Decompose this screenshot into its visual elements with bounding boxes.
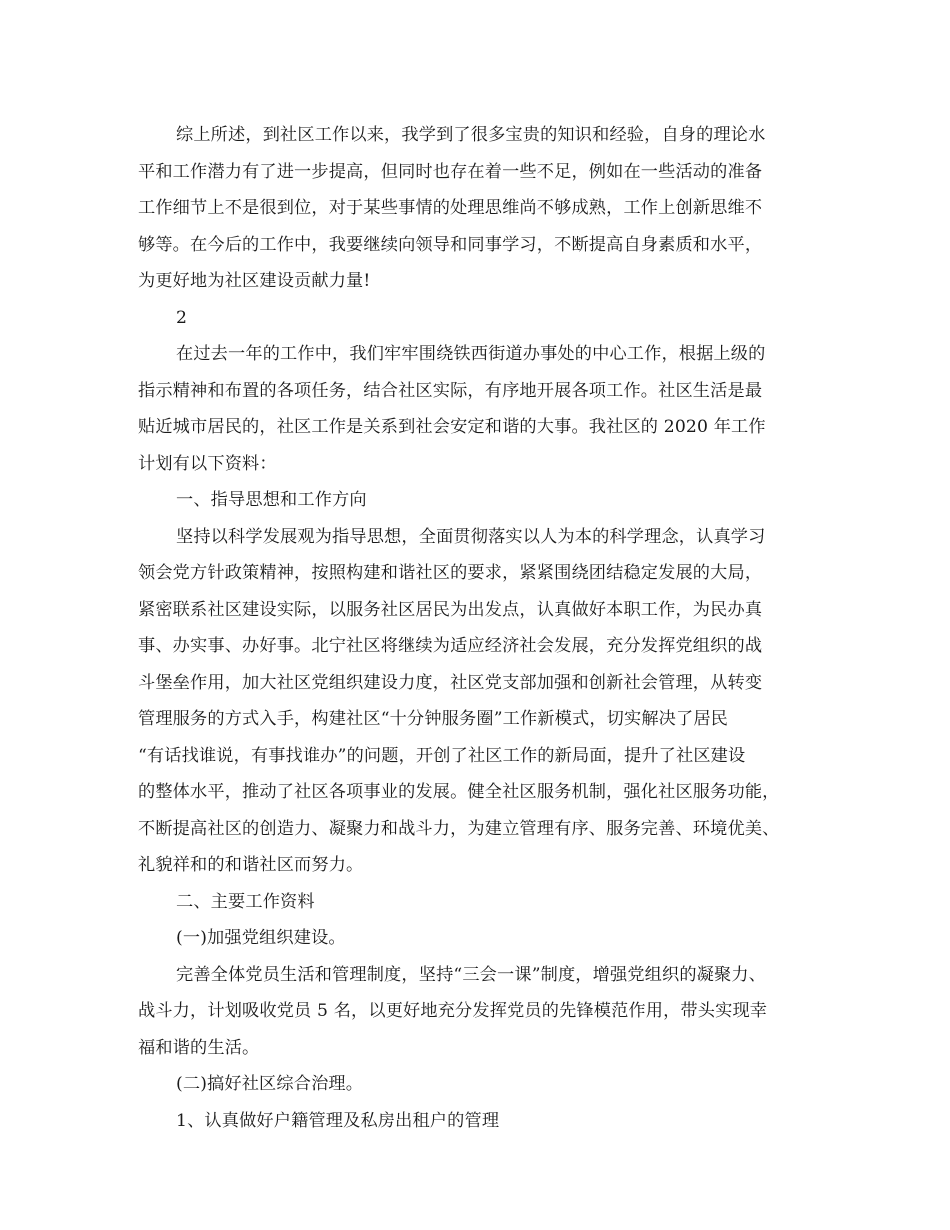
paragraph-line: 战斗力，计划吸收党员 5 名，以更好地充分发挥党员的先锋模范作用，带头实现幸 xyxy=(138,1001,768,1021)
paragraph-line: 为更好地为社区建设贡献力量! xyxy=(138,271,371,291)
paragraph-line: 计划有以下资料： xyxy=(138,453,277,474)
paragraph-line: 管理服务的方式入手，构建社区“十分钟服务圈”工作新模式，切实解决了居民 xyxy=(138,709,729,729)
paragraph-line: 福和谐的生活。 xyxy=(138,1037,260,1058)
paragraph-line: 贴近城市居民的，社区工作是关系到社会安定和谐的大事。我社区的 2020 年工作 xyxy=(138,417,766,437)
paragraph-line: 在过去一年的工作中，我们牢牢围绕铁西街道办事处的中心工作，根据上级的 xyxy=(176,344,766,364)
subsection-heading: (二)搞好社区综合治理。 xyxy=(176,1074,364,1094)
paragraph-line: 的整体水平，推动了社区各项事业的发展。健全社区服务机制，强化社区服务功能， xyxy=(138,782,780,802)
paragraph-line: 够等。在今后的工作中，我要继续向领导和同事学习，不断提高自身素质和水平， xyxy=(138,234,763,255)
paragraph-line: 指示精神和布置的各项任务，结合社区实际，有序地开展各项工作。社区生活是最 xyxy=(138,380,763,401)
paragraph-line: 不断提高社区的创造力、凝聚力和战斗力，为建立管理有序、服务完善、环境优美、 xyxy=(138,818,780,839)
section-heading: 二、主要工作资料 xyxy=(176,891,315,912)
subsection-heading: (一)加强党组织建设。 xyxy=(176,928,346,948)
section-number: 2 xyxy=(176,307,188,328)
paragraph-line: 斗堡垒作用，加大社区党组织建设力度，社区党支部加强和创新社会管理，从转变 xyxy=(138,672,763,693)
paragraph-line: “有话找谁说，有事找谁办”的问题，开创了社区工作的新局面，提升了社区建设 xyxy=(138,745,746,766)
list-item: 1、认真做好户籍管理及私房出租户的管理 xyxy=(176,1110,500,1131)
paragraph-line: 紧密联系社区建设实际，以服务社区居民为出发点，认真做好本职工作，为民办真 xyxy=(138,599,763,620)
paragraph-line: 完善全体党员生活和管理制度，坚持“三会一课”制度，增强党组织的凝聚力、 xyxy=(176,964,767,985)
paragraph-line: 坚持以科学发展观为指导思想，全面贯彻落实以人为本的科学理念，认真学习 xyxy=(176,526,766,547)
section-heading: 一、指导思想和工作方向 xyxy=(176,490,367,510)
document-body xyxy=(138,117,818,1139)
paragraph-line: 领会党方针政策精神，按照构建和谐社区的要求，紧紧围绕团结稳定发展的大局， xyxy=(138,563,763,583)
paragraph-line: 综上所述，到社区工作以来，我学到了很多宝贵的知识和经验，自身的理论水 xyxy=(176,125,766,145)
paragraph-line: 礼貌祥和的和谐社区而努力。 xyxy=(138,855,364,875)
paragraph-line: 事、办实事、办好事。北宁社区将继续为适应经济社会发展，充分发挥党组织的战 xyxy=(138,636,763,656)
paragraph-line: 工作细节上不是很到位，对于某些事情的处理思维尚不够成熟，工作上创新思维不 xyxy=(138,198,763,218)
paragraph-line: 平和工作潜力有了进一步提高，但同时也存在着一些不足，例如在一些活动的准备 xyxy=(138,161,763,182)
